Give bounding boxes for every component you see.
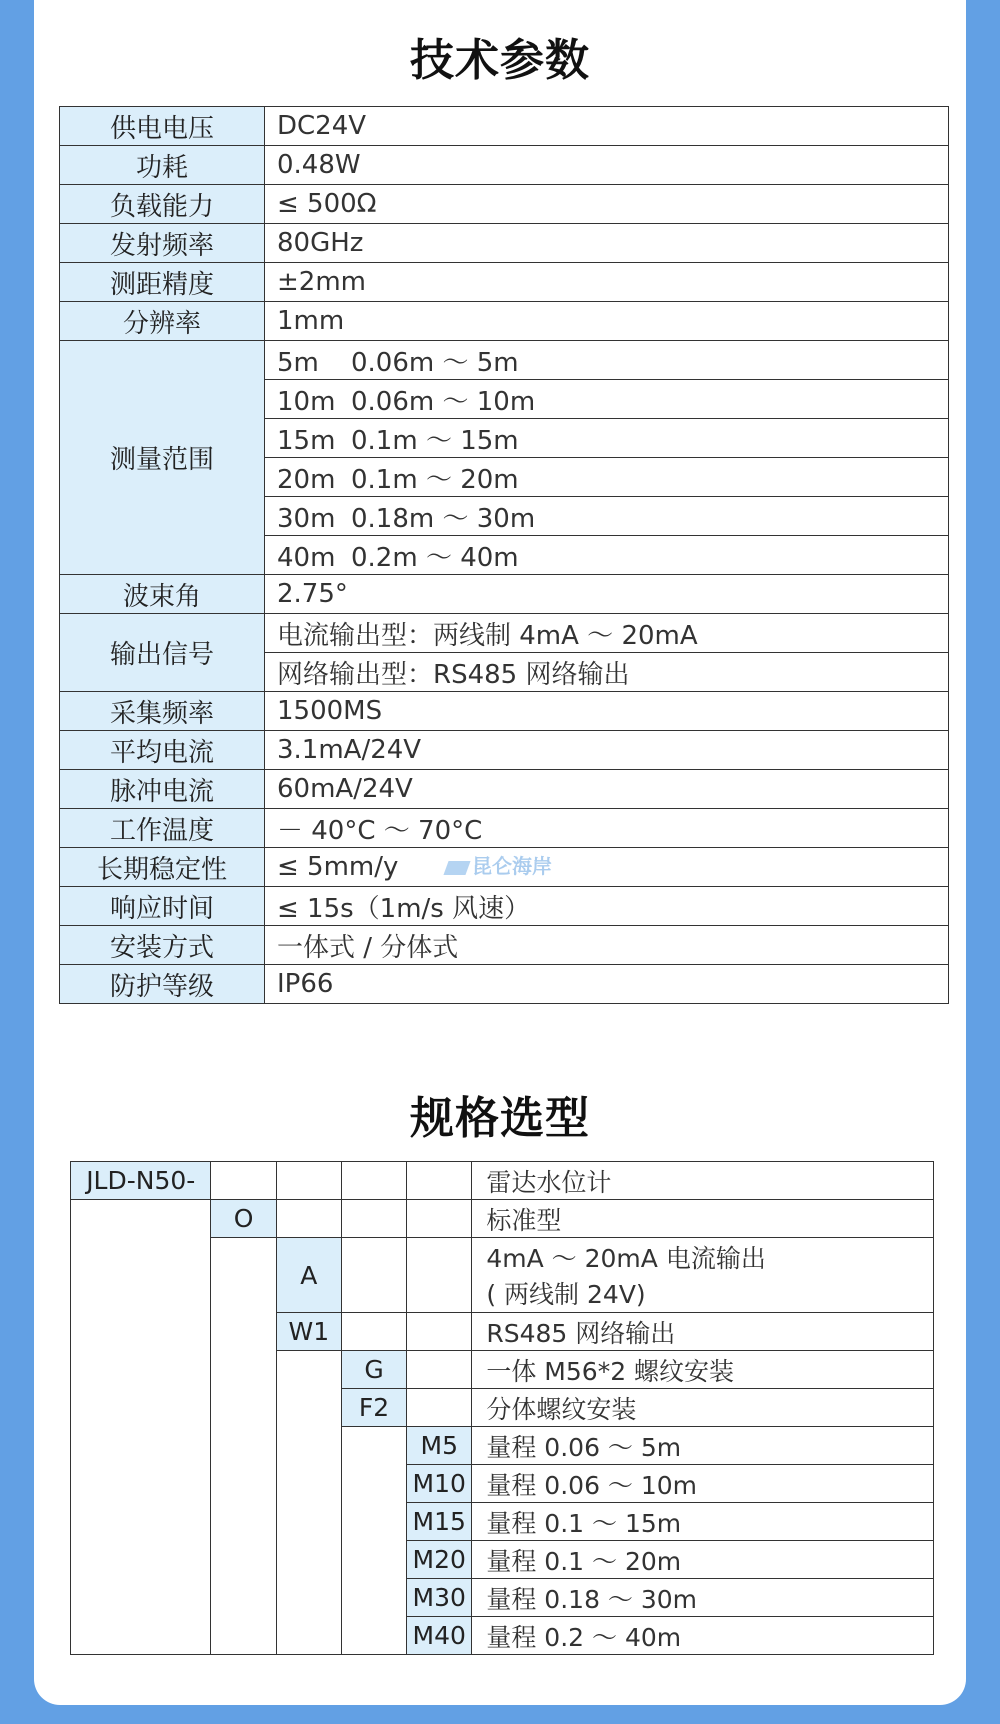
- spec-value: 60mA/24V: [265, 770, 949, 809]
- spec-value: 电流输出型：两线制 4mA ～ 20mA: [265, 614, 949, 653]
- spec-value: 一体式 / 分体式: [265, 926, 949, 965]
- spec-value: 3.1mA/24V: [265, 731, 949, 770]
- spec-value: 1mm: [265, 302, 949, 341]
- model-range-desc: 量程 0.1 ～ 15m: [472, 1503, 934, 1541]
- spec-row: [60, 224, 949, 263]
- spec-row: [60, 731, 949, 770]
- model-mount-desc: 一体 M56*2 螺纹安装: [472, 1351, 934, 1389]
- model-range-desc: 量程 0.1 ～ 20m: [472, 1541, 934, 1579]
- spec-label: 输出信号: [60, 614, 265, 692]
- spec-row: [60, 965, 949, 1004]
- model-prefix-desc: 雷达水位计: [472, 1162, 934, 1200]
- model-output-code: W1: [276, 1313, 341, 1351]
- spec-title: 技术参数: [410, 35, 590, 86]
- spec-value: － 40°C ～ 70°C: [265, 809, 949, 848]
- model-range-code: M30: [407, 1579, 472, 1617]
- model-prefix-code: JLD-N50-: [71, 1162, 211, 1200]
- spec-label: 测量范围: [60, 341, 265, 575]
- spec-value: ≤ 15s（1m/s 风速）: [265, 887, 949, 926]
- spec-label: 功耗: [60, 146, 265, 185]
- spec-row: [60, 770, 949, 809]
- spec-label: 发射频率: [60, 224, 265, 263]
- model-range-code: M5: [407, 1427, 472, 1465]
- spec-label: 波束角: [60, 575, 265, 614]
- spec-row: [60, 809, 949, 848]
- spec-value: [265, 536, 949, 575]
- spec-value: 0.48W: [265, 146, 949, 185]
- spec-value: [265, 497, 949, 536]
- model-range-desc: 量程 0.06 ～ 10m: [472, 1465, 934, 1503]
- model-row-type: [71, 1200, 934, 1238]
- watermark-logo-icon: [443, 861, 470, 875]
- spec-label: 长期稳定性: [60, 848, 265, 887]
- model-range-desc: 量程 0.18 ～ 30m: [472, 1579, 934, 1617]
- spec-label: 工作温度: [60, 809, 265, 848]
- spec-row: [60, 926, 949, 965]
- range-span: 0.1m ～ 15m: [351, 425, 519, 456]
- spec-row: [60, 692, 949, 731]
- range-code: 10m: [277, 386, 336, 417]
- spec-label: 响应时间: [60, 887, 265, 926]
- range-span: 0.18m ～ 30m: [351, 503, 536, 534]
- spec-value: 80GHz: [265, 224, 949, 263]
- model-output-code: A: [276, 1238, 341, 1313]
- range-span: 0.1m ～ 20m: [351, 464, 519, 495]
- model-mount-desc: 分体螺纹安装: [472, 1389, 934, 1427]
- watermark: 昆仑海岸: [446, 850, 552, 879]
- range-span: 0.2m ～ 40m: [351, 542, 519, 573]
- model-output-desc: RS485 网络输出: [472, 1313, 934, 1351]
- range-span: 0.06m ～ 5m: [351, 347, 519, 378]
- spec-value: [265, 419, 949, 458]
- spec-value: ≤ 5mm/y: [265, 848, 949, 887]
- spec-value: [265, 341, 949, 380]
- range-code: 5m: [277, 347, 319, 378]
- spec-output-row: [60, 614, 949, 653]
- spec-label: 平均电流: [60, 731, 265, 770]
- spec-row: [60, 146, 949, 185]
- spec-row: [60, 107, 949, 146]
- spec-value: [265, 380, 949, 419]
- spec-value: ≤ 500Ω: [265, 185, 949, 224]
- spec-row: [60, 263, 949, 302]
- spec-label: 采集频率: [60, 692, 265, 731]
- model-type-desc: 标准型: [472, 1200, 934, 1238]
- spec-label: 防护等级: [60, 965, 265, 1004]
- model-range-code: M40: [407, 1617, 472, 1655]
- spec-value: [265, 458, 949, 497]
- model-range-code: M20: [407, 1541, 472, 1579]
- model-type-code: O: [211, 1200, 276, 1238]
- spec-value: ±2mm: [265, 263, 949, 302]
- spec-label: 安装方式: [60, 926, 265, 965]
- spec-value: IP66: [265, 965, 949, 1004]
- model-output-desc: 4mA ～ 20mA 电流输出 ( 两线制 24V): [472, 1238, 934, 1313]
- spec-value: 1500MS: [265, 692, 949, 731]
- model-range-code: M15: [407, 1503, 472, 1541]
- spec-range-row: [60, 341, 949, 380]
- model-mount-code: G: [341, 1351, 406, 1389]
- range-code: 15m: [277, 425, 336, 456]
- range-code: 40m: [277, 542, 336, 573]
- spec-row: [60, 575, 949, 614]
- spec-label: 测距精度: [60, 263, 265, 302]
- range-span: 0.06m ～ 10m: [351, 386, 536, 417]
- spec-label: 分辨率: [60, 302, 265, 341]
- model-selection-table: [70, 1161, 934, 1655]
- spec-label: 脉冲电流: [60, 770, 265, 809]
- model-title: 规格选型: [410, 1093, 590, 1144]
- range-code: 20m: [277, 464, 336, 495]
- spec-row: [60, 185, 949, 224]
- spec-row: [60, 302, 949, 341]
- model-range-desc: 量程 0.2 ～ 40m: [472, 1617, 934, 1655]
- model-range-desc: 量程 0.06 ～ 5m: [472, 1427, 934, 1465]
- model-range-code: M10: [407, 1465, 472, 1503]
- model-mount-code: F2: [341, 1389, 406, 1427]
- spec-label: 负载能力: [60, 185, 265, 224]
- spec-value: 2.75°: [265, 575, 949, 614]
- spec-row: [60, 887, 949, 926]
- model-row-prefix: [71, 1162, 934, 1200]
- range-code: 30m: [277, 503, 336, 534]
- spec-value: DC24V: [265, 107, 949, 146]
- spec-label: 供电电压: [60, 107, 265, 146]
- spec-value: 网络输出型：RS485 网络输出: [265, 653, 949, 692]
